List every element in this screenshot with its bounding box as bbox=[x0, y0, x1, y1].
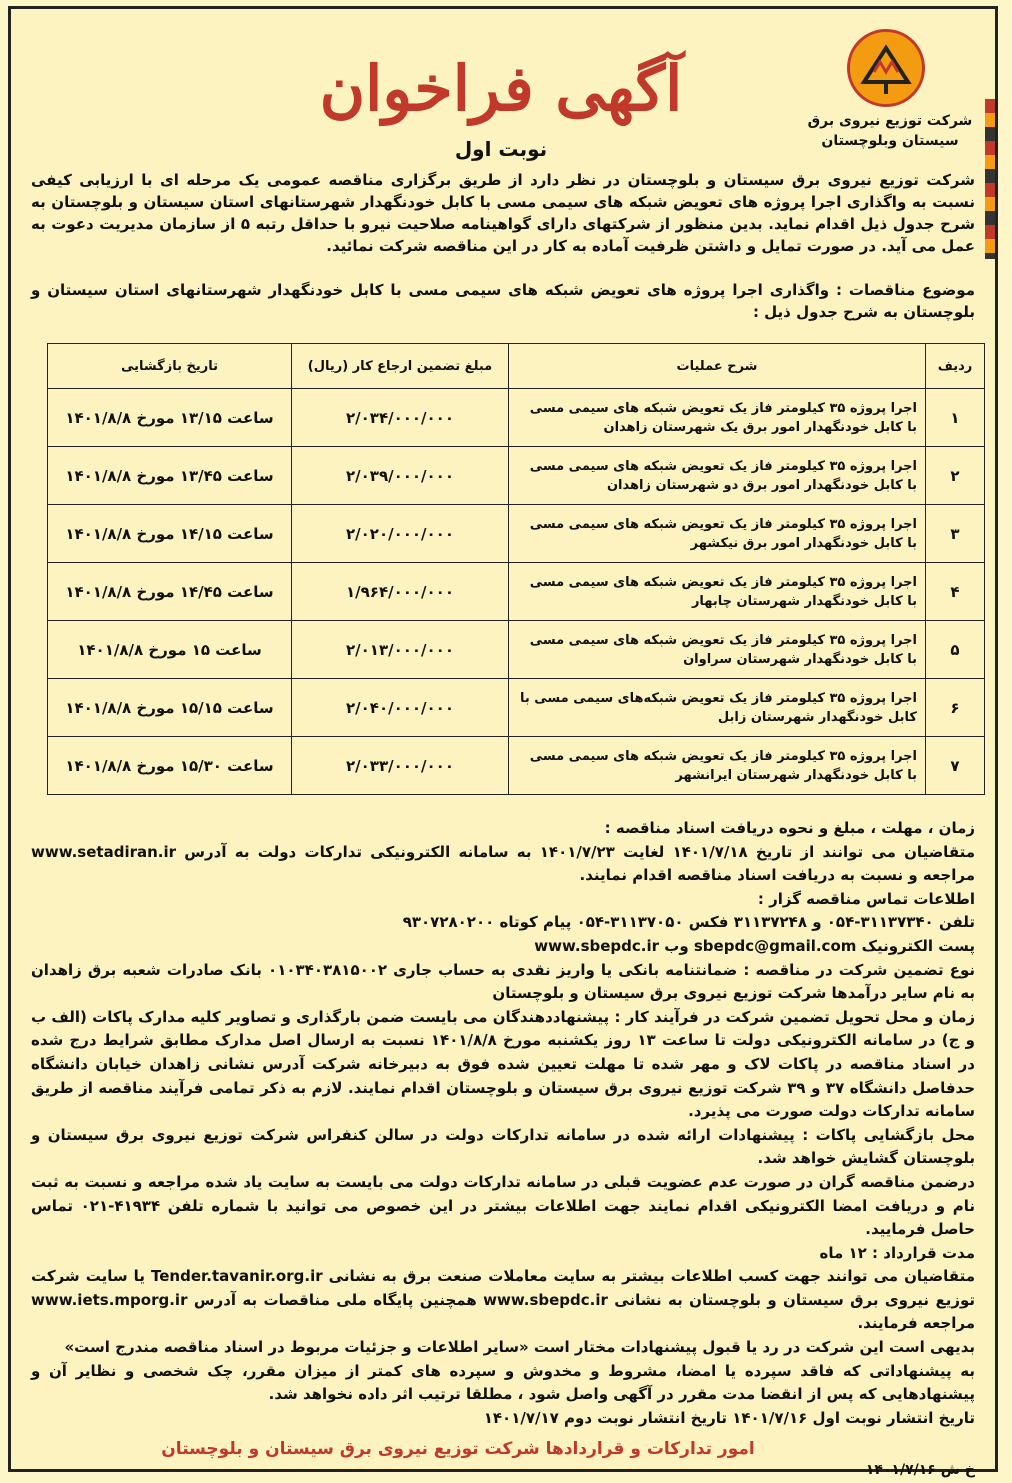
table-row bbox=[48, 447, 985, 505]
footer-code: خ ش ۱۴۰۱/۷/۱۶ bbox=[865, 1462, 975, 1478]
row-date: ساعت ۱۳/۱۵ مورخ ۱۴۰۱/۸/۸ bbox=[48, 389, 292, 447]
row-description: اجرا پروژه ۳۵ کیلومتر فاز یک تعویض شبکه های سیمی مسی با کابل خودنگهدار امور برق دو شهرستان زاهدان bbox=[509, 447, 926, 505]
company-logo-icon bbox=[847, 29, 925, 107]
header-guarantee-amount: مبلغ تضمین ارجاع کار (ریال) bbox=[292, 344, 509, 389]
row-description: اجرا پروژه ۳۵ کیلومتر فاز یک تعویض شبکه های سیمی مسی با کابل خودنگهدار امور برق یک شهرستان زاهدان bbox=[509, 389, 926, 447]
operations-table bbox=[47, 343, 985, 795]
row-date: ساعت ۱۴/۱۵ مورخ ۱۴۰۱/۸/۸ bbox=[48, 505, 292, 563]
header-description: شرح عملیات bbox=[509, 344, 926, 389]
documents-heading: زمان ، مهلت ، مبلغ و نحوه دریافت اسناد مناقصه : bbox=[604, 819, 975, 837]
row-number: ۲ bbox=[926, 447, 985, 505]
publication-round: نوبت اول bbox=[454, 137, 548, 161]
footer-signature: امور تدارکات و قراردادها شرکت توزیع نیروی برق سیستان و بلوچستان bbox=[161, 1439, 755, 1459]
table-row bbox=[48, 679, 985, 737]
row-number: ۱ bbox=[926, 389, 985, 447]
publication-dates: تاریخ انتشار نوبت اول ۱۴۰۱/۷/۱۶ تاریخ انتشار نوبت دوم ۱۴۰۱/۷/۱۷ bbox=[483, 1408, 975, 1427]
row-amount: ۲/۰۱۳/۰۰۰/۰۰۰ bbox=[292, 621, 509, 679]
header-opening-date: تاریخ بازگشایی bbox=[48, 344, 292, 389]
row-description: اجرا پروژه ۳۵ کیلومتر فاز یک تعویض شبکه های سیمی مسی با کابل خودنگهدار امور برق نیکشهر bbox=[509, 505, 926, 563]
table-header-row bbox=[48, 344, 985, 389]
body-text bbox=[31, 817, 975, 1430]
notice-title: آگهی فراخوان bbox=[319, 52, 683, 125]
table-row bbox=[48, 737, 985, 795]
contact-heading: اطلاعات تماس مناقصه گزار : bbox=[757, 889, 975, 908]
more-info-paragraph: متقاضیان می توانند جهت کسب اطلاعات بیشتر به سایت معاملات صنعت برق به نشانی Tender.tavanir.org.ir یا سایت شرکت توزیع نیروی برق سیستان و بلوچستان به نشانی www.sbepdc.ir همچنین پایگاه ملی مناقصات به آدرس www.iets.mporg.ir مراجعه فرمایند. bbox=[31, 1267, 975, 1333]
row-amount: ۲/۰۴۰/۰۰۰/۰۰۰ bbox=[292, 679, 509, 737]
subject-paragraph: موضوع مناقصات : واگذاری اجرا پروژه های تعویض شبکه های سیمی مسی با کابل خودنگهدار شهرستانهای استان سیستان و بلوچستان به شرح جدول ذیل : bbox=[31, 281, 975, 321]
table-row bbox=[48, 505, 985, 563]
contact-email-web: پست الکترونیک sbepdc@gmail.com وب www.sbepdc.ir bbox=[534, 936, 975, 955]
registration-paragraph: درضمن مناقصه گران در صورت عدم عضویت قبلی در سامانه تدارکات دولت می بایست به سایت یاد شده مراجعه و نسبت به ثبت نام و دریافت امضا الکترونیکی اقدام نمایند جهت اطلاعات بیشتر در این خصوص می توانید با شماره تلفن ۴۱۹۳۴-۰۲۱ تماس حاصل فرمایید. bbox=[31, 1172, 975, 1239]
table-row bbox=[48, 389, 985, 447]
row-amount: ۲/۰۳۹/۰۰۰/۰۰۰ bbox=[292, 447, 509, 505]
rights-reserved: بدیهی است این شرکت در رد یا قبول پیشنهادات مختار است «سایر اطلاعات و جزئیات مربوط در اسناد مناقصه مندرج است» bbox=[64, 1338, 975, 1357]
row-amount: ۱/۹۶۴/۰۰۰/۰۰۰ bbox=[292, 563, 509, 621]
company-name bbox=[805, 111, 975, 151]
row-date: ساعت ۱۵/۳۰ مورخ ۱۴۰۱/۸/۸ bbox=[48, 737, 292, 795]
row-number: ۳ bbox=[926, 505, 985, 563]
submission-paragraph: زمان و محل تحویل تضمین شرکت در فرآیند کار : پیشنهاددهندگان می بایست ضمن بارگذاری و تصاویر کلیه مدارک پاکات (الف ب و ج) در سامانه الکترونیکی دولت تا ساعت ۱۳ روز یکشنبه مورخ ۱۴۰۱/۸/۸ نسبت به ارسال اصل مدارک مطابق شرایط درج شده در اسناد مناقصه در پاکات لاک و مهر شده تا مهلت تعیین شده فوق به دبیرخانه شرکت آدرس نشانی زاهدان خیابان دانشگاه حدفاصل دانشگاه ۳۷ و ۳۹ شرکت توزیع نیروی برق سیستان و بلوچستان اقدام نمایند. لازم به ذکر تمامی فرآیند مناقصه از طریق سامانه تدارکات دولت صورت می پذیرد. bbox=[31, 1007, 976, 1121]
contract-duration: مدت قرارداد : ۱۲ ماه bbox=[819, 1243, 975, 1262]
documents-paragraph: متقاضیان می توانند از تاریخ ۱۴۰۱/۷/۱۸ لغایت ۱۴۰۱/۷/۲۳ به سامانه الکترونیکی تدارکات دولت به آدرس www.setadiran.ir مراجعه و نسبت به دریافت اسناد مناقصه اقدام نمایند. bbox=[31, 842, 976, 885]
intro-paragraph: شرکت توزیع نیروی برق سیستان و بلوچستان در نظر دارد از طریق برگزاری مناقصه عمومی یک مرحله ای با ارزیابی کیفی نسبت به واگذاری اجرا پروژه های تعویض شبکه های سیمی مسی با کابل خودنگهدار شهرستانهای استان سیستان و بلوچستان به شرح جدول ذیل اقدام نماید. بدین منظور از شرکتهای دارای گواهینامه صلاحیت نیرو با حداقل رتبه ۵ از سازمان مدیریت دعوت به عمل می آید. در صورت تمایل و داشتن ظرفیت آماده به کار در این مناقصه شرکت نمائید. bbox=[31, 171, 975, 255]
row-description: اجرا پروژه ۳۵ کیلومتر فاز یک تعویض شبکه‌های سیمی مسی با کابل خودنگهدار شهرستان زابل bbox=[509, 679, 926, 737]
guarantee-type: نوع تضمین شرکت در مناقصه : ضمانتنامه بانکی یا واریز نقدی به حساب جاری ۰۱۰۳۴۰۳۸۱۵۰۰۲ بانک صادرات شعبه برق زاهدان به نام سایر درآمدها شرکت توزیع نیروی برق سیستان و بلوچستان bbox=[31, 960, 976, 1003]
row-date: ساعت ۱۴/۴۵ مورخ ۱۴۰۱/۸/۸ bbox=[48, 563, 292, 621]
row-description: اجرا پروژه ۳۵ کیلومتر فاز یک تعویض شبکه های سیمی مسی با کابل خودنگهدار شهرستان سراوان bbox=[509, 621, 926, 679]
row-amount: ۲/۰۳۴/۰۰۰/۰۰۰ bbox=[292, 389, 509, 447]
table-row bbox=[48, 563, 985, 621]
row-description: اجرا پروژه ۳۵ کیلومتر فاز یک تعویض شبکه های سیمی مسی با کابل خودنگهدار شهرستان چابهار bbox=[509, 563, 926, 621]
row-number: ۷ bbox=[926, 737, 985, 795]
notice-frame bbox=[8, 6, 998, 1478]
row-date: ساعت ۱۵/۱۵ مورخ ۱۴۰۱/۸/۸ bbox=[48, 679, 292, 737]
table-row bbox=[48, 621, 985, 679]
header-row-number: ردیف bbox=[926, 344, 985, 389]
row-date: ساعت ۱۵ مورخ ۱۴۰۱/۸/۸ bbox=[48, 621, 292, 679]
company-name-line2: سیستان وبلوچستان bbox=[821, 133, 959, 149]
company-name-line1: شرکت توزیع نیروی برق bbox=[807, 113, 973, 129]
contact-phones: تلفن ۳۱۱۳۷۳۴۰-۰۵۴ و ۳۱۱۳۷۲۴۸ فکس ۳۱۱۳۷۰۵۰-۰۵۴ پیام کوتاه ۹۳۰۷۲۸۰۲۰۰ bbox=[402, 913, 975, 932]
row-number: ۶ bbox=[926, 679, 985, 737]
header bbox=[11, 9, 995, 159]
row-description: اجرا پروژه ۳۵ کیلومتر فاز یک تعویض شبکه های سیمی مسی با کابل خودنگهدار شهرستان ایرانشهر bbox=[509, 737, 926, 795]
row-date: ساعت ۱۳/۴۵ مورخ ۱۴۰۱/۸/۸ bbox=[48, 447, 292, 505]
opening-location: محل بازگشایی پاکات : پیشنهادات ارائه شده در سامانه تدارکات دولت در سالن کنفراس شرکت توزیع نیروی برق سیستان و بلوچستان گشایش خواهد شد. bbox=[31, 1125, 975, 1168]
row-amount: ۲/۰۳۳/۰۰۰/۰۰۰ bbox=[292, 737, 509, 795]
row-amount: ۲/۰۲۰/۰۰۰/۰۰۰ bbox=[292, 505, 509, 563]
row-number: ۴ bbox=[926, 563, 985, 621]
rejection-conditions: به پیشنهاداتی که فاقد سپرده یا امضا، مشروط و مخدوش و سپرده های کمتر از میزان مقرر، چک شخصی و نظایر آن و پیشنهادهایی که پس از انقضا مدت مقرر در آگهی واصل شود ، مطلقا ترتیب اثر داده نخواهد شد. bbox=[31, 1361, 975, 1404]
row-number: ۵ bbox=[926, 621, 985, 679]
